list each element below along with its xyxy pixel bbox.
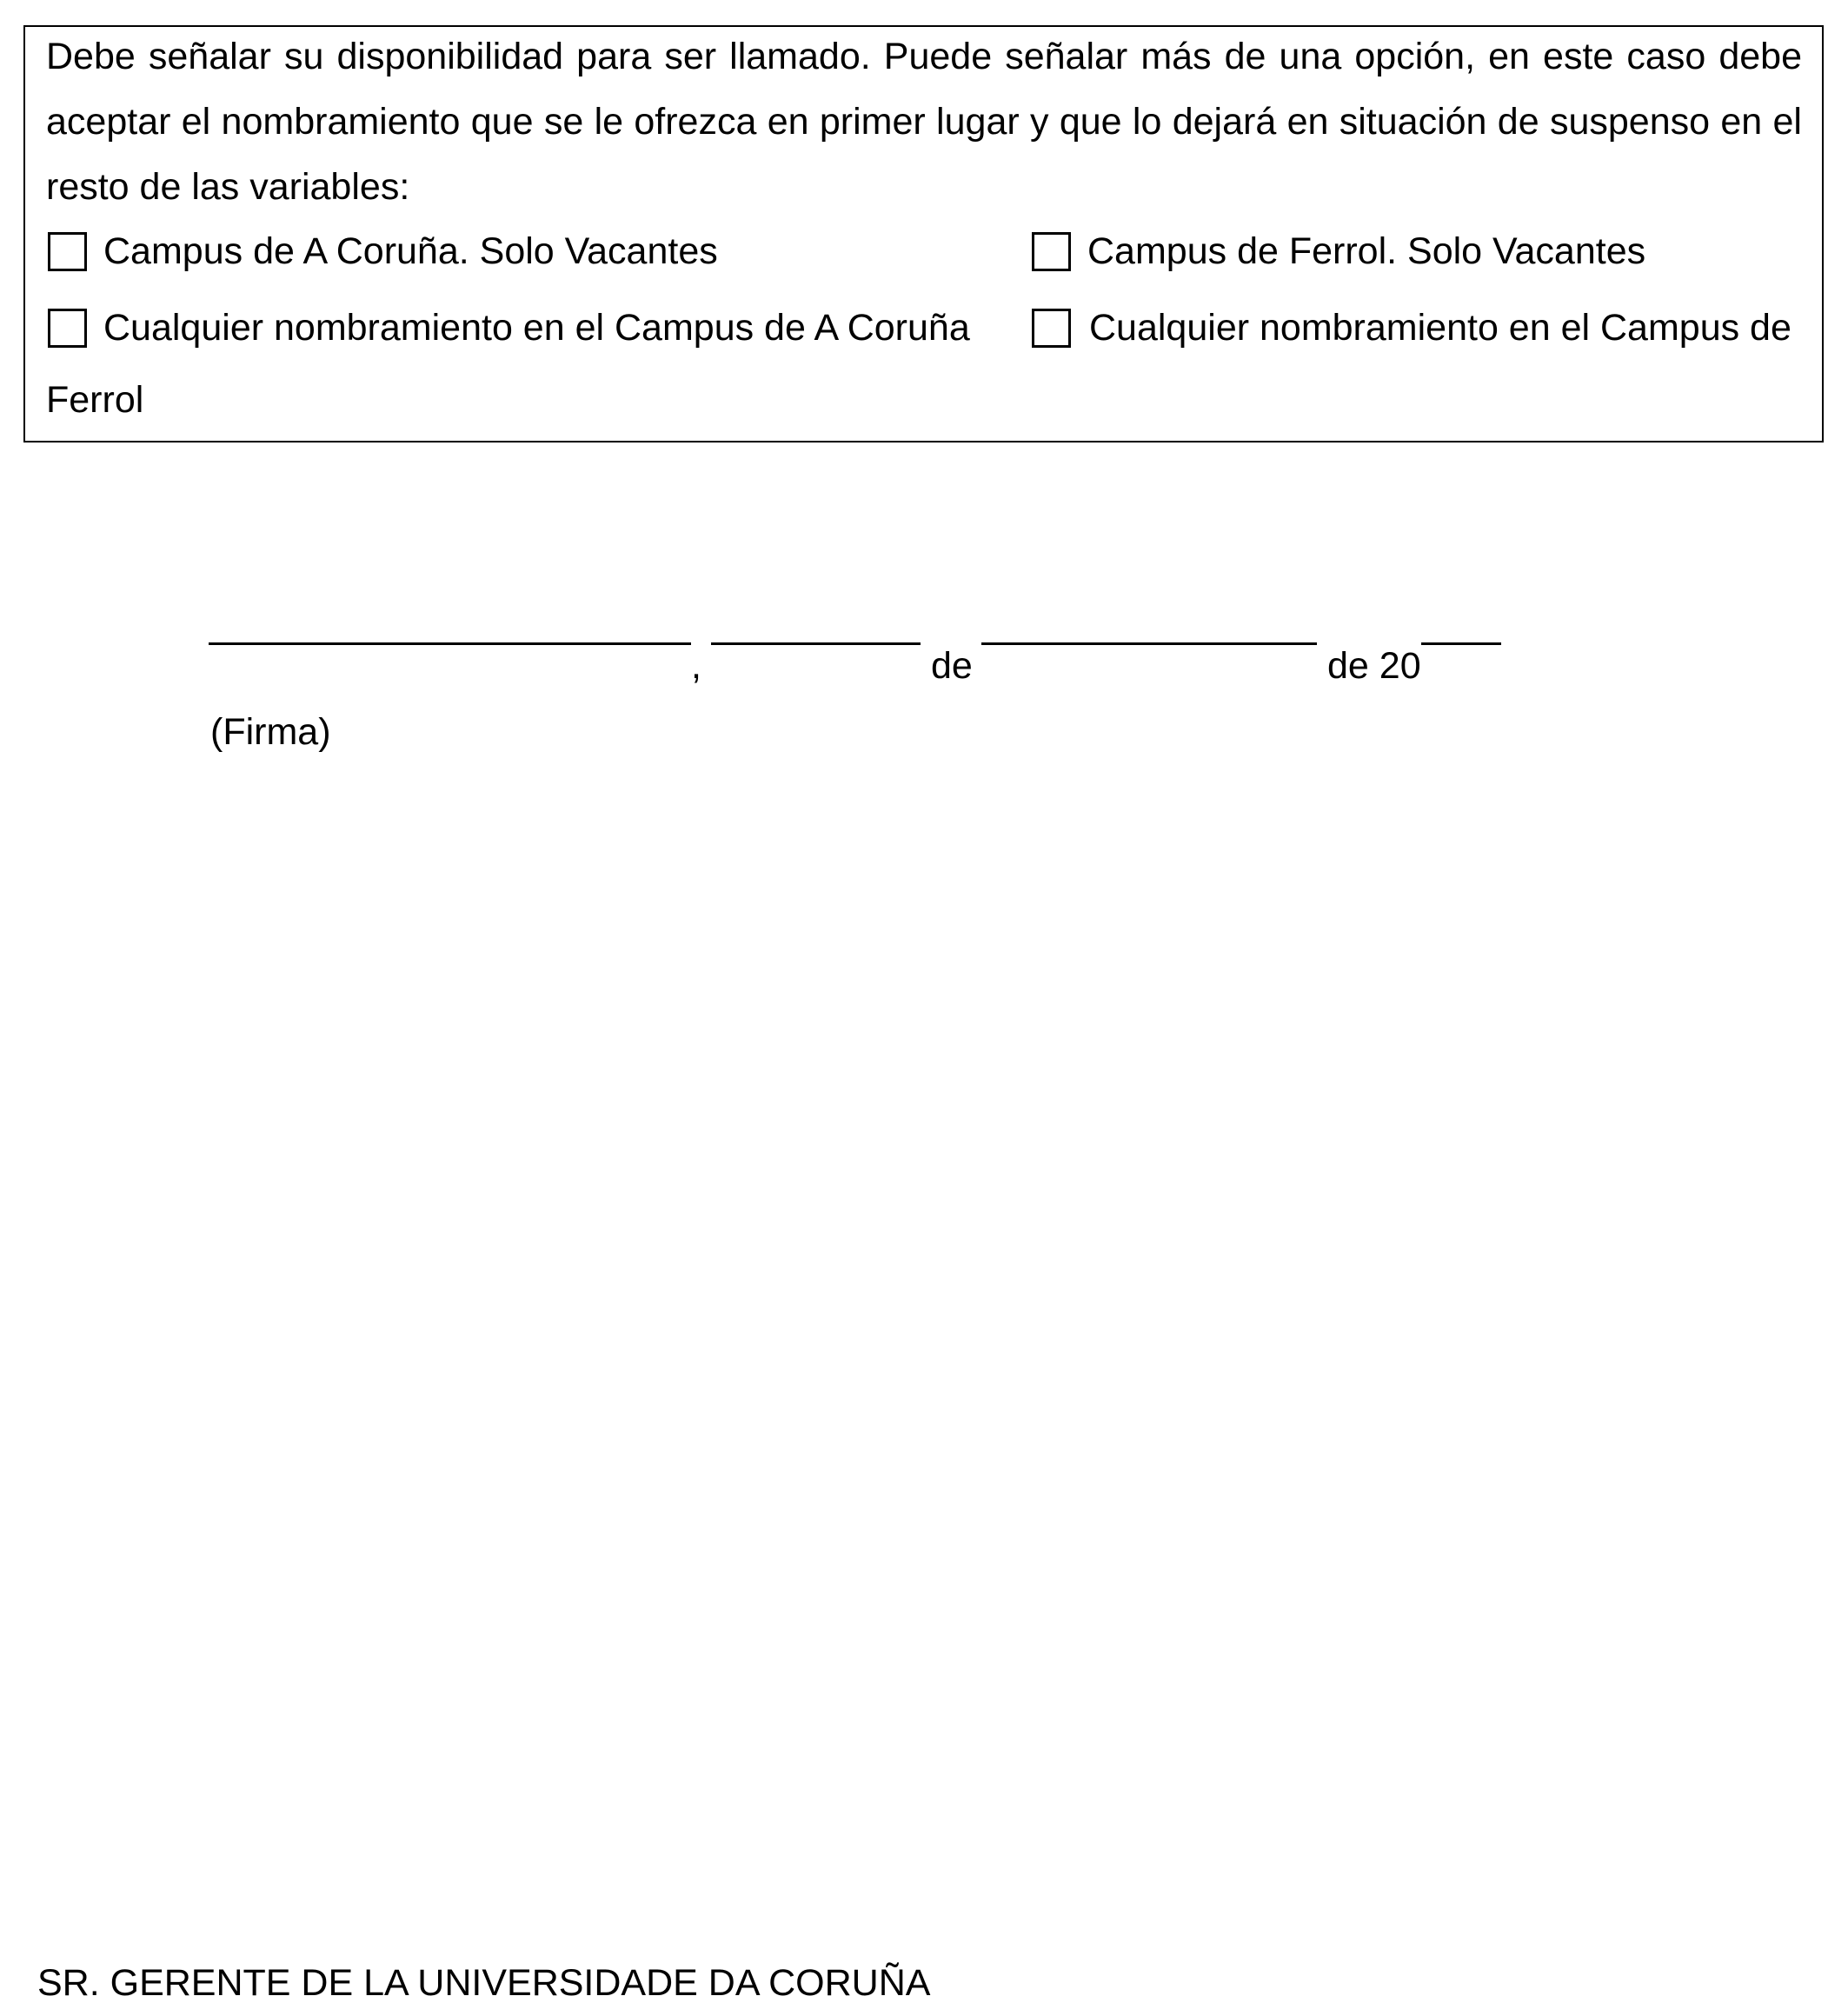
- place-blank-line[interactable]: [209, 642, 691, 645]
- checkbox-ferrol-any[interactable]: [1032, 309, 1071, 348]
- option-label-ferrol-any-continuation: Ferrol: [46, 379, 144, 421]
- option-label-ferrol-any: Cualquier nombramiento en el Campus de: [1089, 307, 1791, 349]
- date-comma: ,: [691, 645, 701, 687]
- availability-instructions: Debe señalar su disponibilidad para ser llamado. Puede señalar más de una opción, en este caso debe aceptar el nombramiento que se le ofrezca en primer lugar y que lo dejará en situación de suspenso en el resto de las variables:: [46, 36, 1802, 208]
- year-blank-line[interactable]: [1421, 642, 1501, 645]
- option-label-coruna-vacantes: Campus de A Coruña. Solo Vacantes: [103, 230, 718, 272]
- option-label-ferrol-vacantes: Campus de Ferrol. Solo Vacantes: [1087, 230, 1646, 272]
- checkbox-coruna-vacantes[interactable]: [48, 232, 87, 271]
- option-label-coruna-any: Cualquier nombramiento en el Campus de A Coruña: [103, 307, 970, 349]
- date-de-1: de: [931, 645, 973, 687]
- month-blank-line[interactable]: [981, 642, 1317, 645]
- day-blank-line[interactable]: [711, 642, 921, 645]
- checkbox-ferrol-vacantes[interactable]: [1032, 232, 1071, 271]
- date-de-20: de 20: [1327, 645, 1421, 687]
- addressee-footer: SR. GERENTE DE LA UNIVERSIDADE DA CORUÑA: [37, 1962, 931, 2004]
- checkbox-coruna-any[interactable]: [48, 309, 87, 348]
- firma-label: (Firma): [210, 711, 331, 753]
